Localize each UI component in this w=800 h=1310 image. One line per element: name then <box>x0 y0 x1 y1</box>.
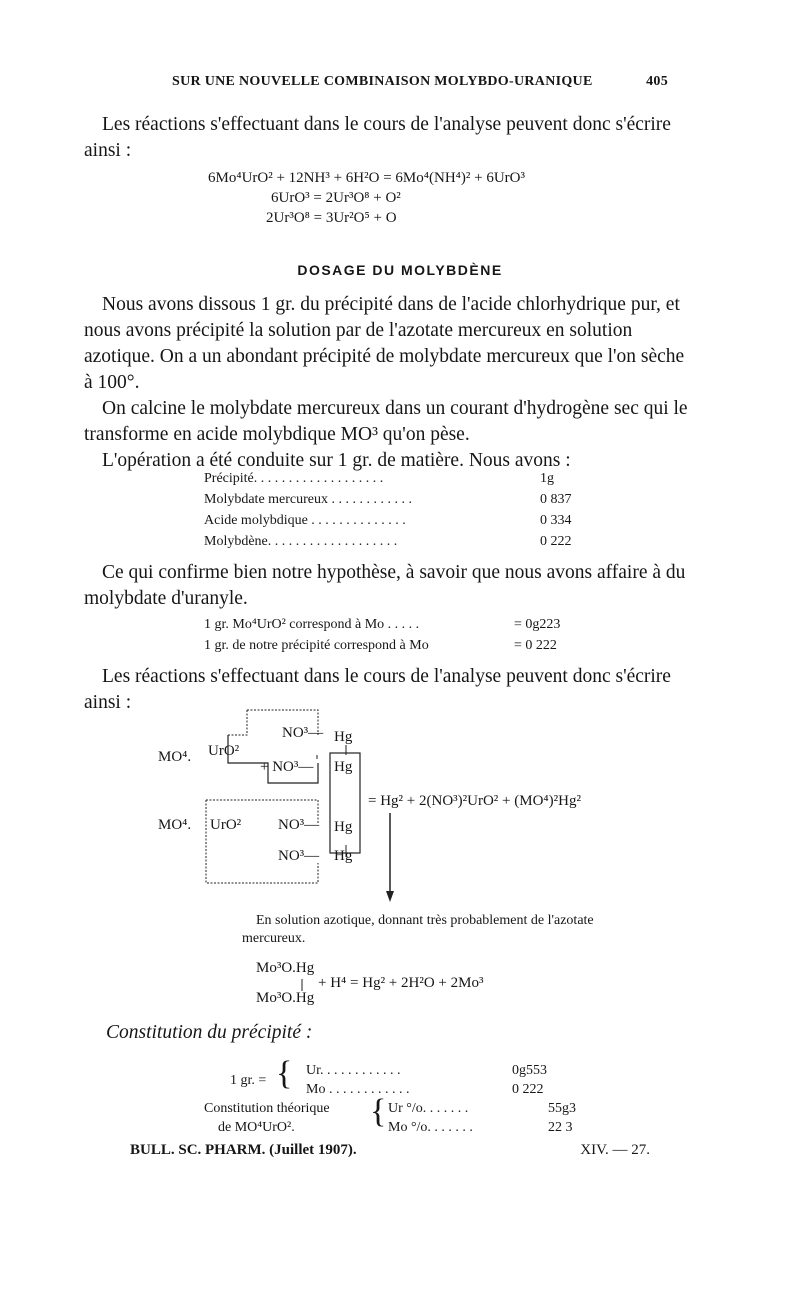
result-label: Précipité. . . . . . . . . . . . . . . . . . . <box>204 471 384 486</box>
moo-bottom: Mo³O.Hg <box>256 990 315 1006</box>
equation-1: 6Mo⁴UrO² + 12NH³ + 6H²O = 6Mo⁴(NH⁴)² + 6UrO³ <box>208 170 525 186</box>
constitution-value: 0g553 <box>512 1063 547 1078</box>
correspondence-value: = 0 222 <box>514 638 557 653</box>
diagram-note: En solution azotique, donnant très probablement de l'azotate mercureux. <box>242 913 594 946</box>
paragraph-3: L'opération a été conduite sur 1 gr. de matière. Nous avons : <box>102 450 571 471</box>
reduction-rhs: + H⁴ = Hg² + 2H²O + 2Mo³ <box>318 975 484 991</box>
theory-block <box>204 1093 594 1140</box>
hg-c: Hg <box>334 819 353 835</box>
no3-a: NO³— <box>282 725 324 741</box>
constitution-heading <box>106 1022 312 1044</box>
paragraph-2: On calcine le molybdate mercureux dans un courant d'hydrogène sec qui le transforme en acide molybdique MO³ qu'on pèse. <box>84 398 688 445</box>
hg-d: Hg <box>334 848 353 864</box>
brace-icon: { <box>276 1055 293 1092</box>
theory-row-label: Mo °/o. . . . . . . <box>388 1120 473 1135</box>
equation-3: 2Ur³O⁸ = 3Ur²O⁵ + O <box>266 210 397 226</box>
reduction-equation <box>256 960 556 1010</box>
intro-paragraph <box>84 112 696 164</box>
intro2-text: Les réactions s'effectuant dans le cours de l'analyse peuvent donc s'écrire ainsi : <box>84 666 671 713</box>
correspondence-label: 1 gr. Mo⁴UrO² correspond à Mo . . . . . <box>204 617 420 632</box>
theory-label-1: Constitution théorique <box>204 1101 330 1116</box>
no3-c: NO³— <box>278 817 320 833</box>
results-table <box>204 468 604 552</box>
body-paragraphs <box>84 292 696 474</box>
no3-d: NO³— <box>278 848 320 864</box>
result-label: Molybdate mercureux . . . . . . . . . . . . <box>204 492 413 507</box>
theory-label-2: de MO⁴UrO². <box>218 1120 295 1135</box>
constitution-lhs: 1 gr. = <box>230 1073 267 1088</box>
hg-b: Hg <box>334 759 353 775</box>
moo-top: Mo³O.Hg <box>256 960 315 976</box>
result-label: Acide molybdique . . . . . . . . . . . . . . <box>204 513 406 528</box>
paragraph-1: Nous avons dissous 1 gr. du précipité dans de l'acide chlorhydrique pur, et nous avons précipité la solution par de l'azotate mercureux en solution azotique. On a un abondant précipité de molybdate mercureux que l'on sèche à 100°. <box>84 294 685 393</box>
uro2-top: UrO² <box>208 743 240 759</box>
intro-text: Les réactions s'effectuant dans le cours de l'analyse peuvent donc s'écrire ainsi : <box>84 114 671 161</box>
header-title: SUR UNE NOUVELLE COMBINAISON MOLYBDO-URANIQUE <box>172 74 593 89</box>
page-number: 405 <box>646 74 668 89</box>
result-value: 1g <box>540 471 554 486</box>
confirm-paragraph <box>84 560 696 612</box>
brace-icon: { <box>370 1093 387 1130</box>
constitution-label: Ur. . . . . . . . . . . . <box>306 1063 401 1078</box>
correspondence-value: = 0g223 <box>514 617 561 632</box>
footer-signature: XIV. — 27. <box>580 1142 650 1158</box>
theory-row-value: 55g3 <box>548 1101 576 1116</box>
result-value: 0 837 <box>540 492 572 507</box>
confirm-text: Ce qui confirme bien notre hypothèse, à savoir que nous avons affaire à du molybdate d'uranyle. <box>84 562 686 609</box>
correspondence-table <box>204 614 604 656</box>
hg-a: Hg <box>334 729 353 745</box>
reaction-result: = Hg² + 2(NO³)²UrO² + (MO⁴)²Hg² <box>368 793 581 809</box>
section-title: DOSAGE DU MOLYBDÈNE <box>297 262 503 278</box>
mo4-top: MO⁴. <box>158 749 192 765</box>
footer-citation: BULL. SC. PHARM. (Juillet 1907). <box>130 1142 357 1158</box>
constitution-heading-text: Constitution du précipité : <box>106 1022 313 1043</box>
result-label: Molybdène. . . . . . . . . . . . . . . . . . . <box>204 534 398 549</box>
theory-row-label: Ur °/o. . . . . . . <box>388 1101 469 1116</box>
constitution-label: Mo . . . . . . . . . . . . <box>306 1082 410 1097</box>
equation-2: 6UrO³ = 2Ur³O⁸ + O² <box>271 190 401 206</box>
correspondence-label: 1 gr. de notre précipité correspond à Mo <box>204 638 429 653</box>
mo4-bottom: MO⁴. <box>158 817 192 833</box>
uro2-bottom: UrO² <box>210 817 242 833</box>
theory-row-value: 22 3 <box>548 1120 573 1135</box>
result-value: 0 334 <box>540 513 572 528</box>
plus-no3: + NO³— <box>260 759 314 775</box>
constitution-value: 0 222 <box>512 1082 544 1097</box>
result-value: 0 222 <box>540 534 572 549</box>
